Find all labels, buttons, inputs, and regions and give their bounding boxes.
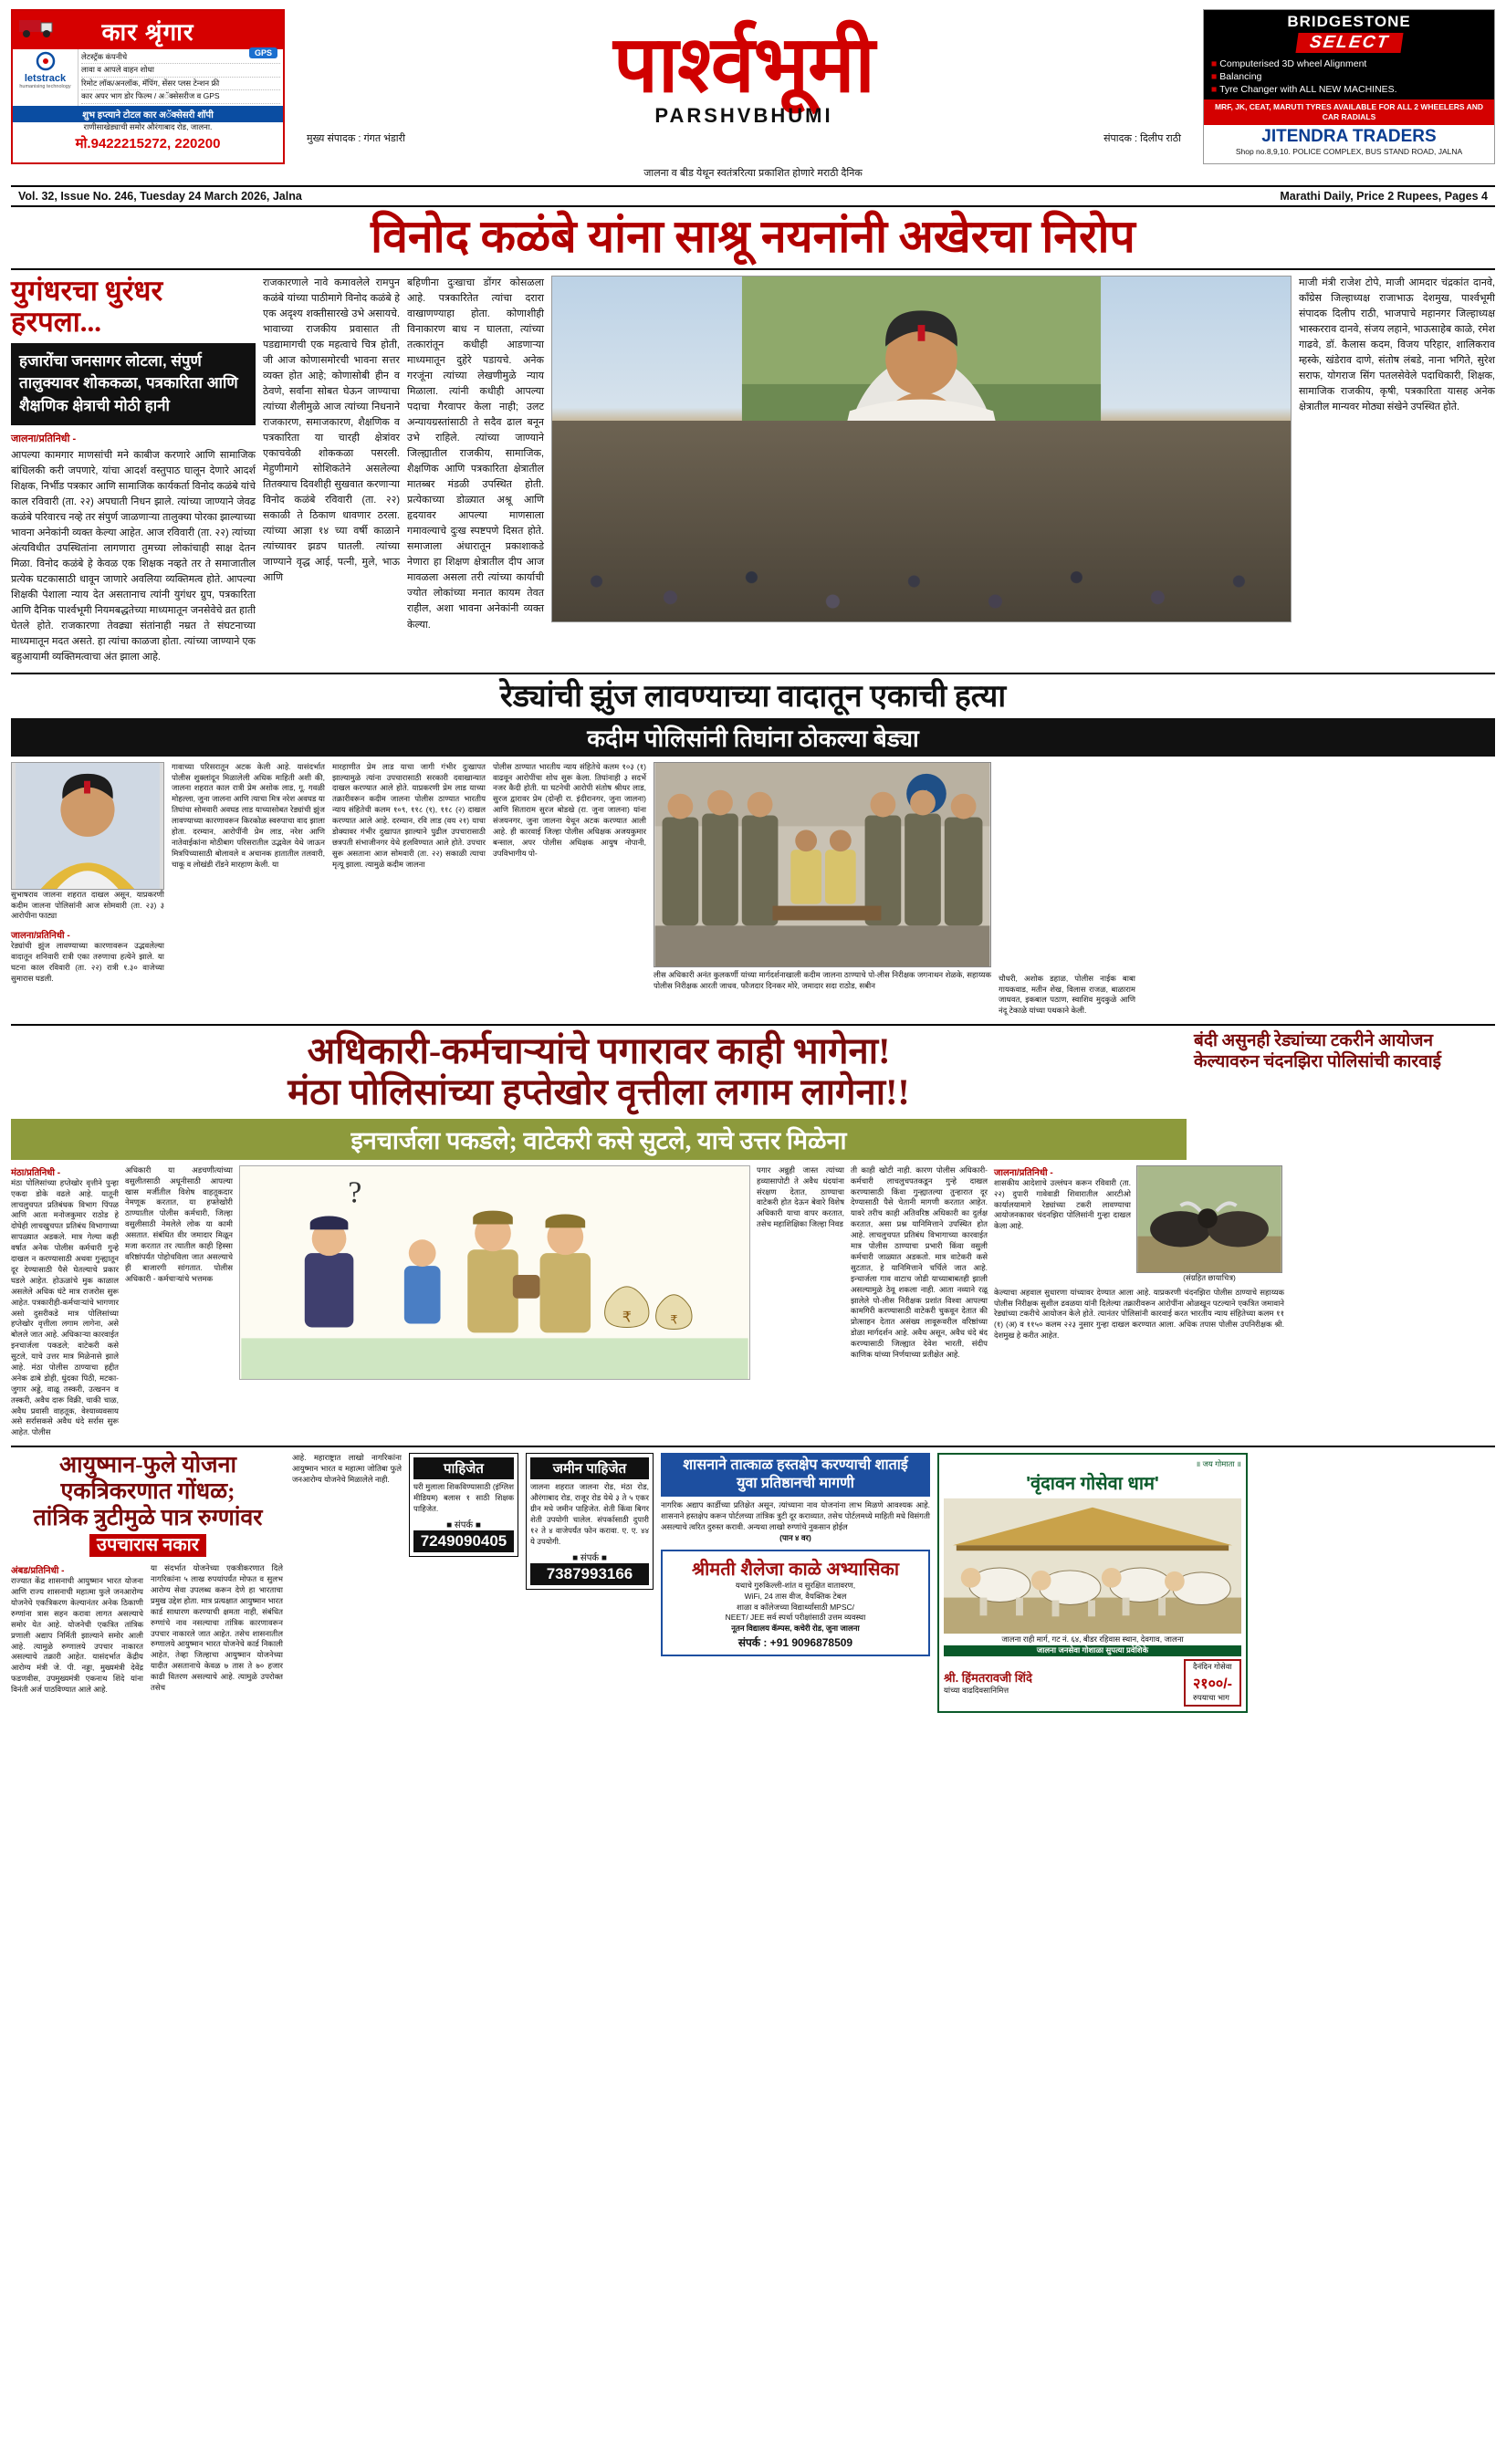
s2-headline: रेड्यांची झुंज लावण्याच्या वादातून एकाची हत्या xyxy=(499,680,1007,715)
goshala-address: जालना राही मार्ग, गट नं. ६४, बीडर रहिवास स्थान, देवगाव, जालना xyxy=(1001,1634,1184,1644)
ad-title: कार श्रृंगार xyxy=(13,11,283,49)
s3-columns xyxy=(11,1165,1495,1438)
feature-3: Tyre Changer with ALL NEW MACHINES. xyxy=(1219,84,1397,95)
goshala-amount-sub: रुपयाचा भाग xyxy=(1192,1692,1229,1702)
dealer-address: Shop no.8,9,10. POLICE COMPLEX, BUS STAND ROAD, JALNA xyxy=(1235,147,1463,157)
goshala-band: जालना जनसेवा गोशाळा सुपत्या प्रवेशिके xyxy=(944,1645,1241,1656)
s3-col1-text: मंठा पोलिसांच्या हप्तेखोर वृत्तीने पुन्हा एकदा डोके वढले आहे. यातूनी लाचलुचपत प्रतिबंधक विभाग पिंपळ आणि आता मनोजकुमार राठोड हे दोघेही लाचखुचपत प्रतिबंध विभागाच्या सापळ्यात अडकले. मात्र गेल्या कही वर्षात अनेक पोलीस कर्मचारी गुन्हे दाखल न करण्यासाठी अथवा गुन्ह्यातून दूर देण्यासाठी पैसे घेतल्याचे प्रकार घडले आहेत. होऊळांचे मुक काळाल असलेले अधिक घंटे मात्र राजरोस सुरू आहेत. पत्रकारीही-कर्मचाऱ्यांचे भागणार असो दुसरीकडे मात्र पोलिसांच्या हप्तेखोर वृत्तीला लगाम लागेना, असे बोलले जात आहे. अधिकाऱ्या कारवाईत इनचार्जला पकडले; वाटेकरी कसे सुटले, याचे उत्तर मात्र मिळेनासे झाले आहे. मंठा पोलीस ठाण्याचा हद्दीत अनेक ढाबे डोही, धुंदका पिठी, मटका-जुगार अड्डे, वाळू तस्करी, उत्खनन व तस्करी, अवैध दारू विक्री, चाकी चाळ, अवैध प्रवासी वाहतूक, वेश्याव्यवसाय असे सर्रासकसे अवैध धंदे सर्रास सुरू आहेत. पोलीस xyxy=(11,1177,119,1437)
s4-center-right xyxy=(661,1453,930,1712)
s4-headline-2 xyxy=(11,1506,285,1559)
study-center-name: श्रीमती शैलेजा काळे अभ्यासिका xyxy=(691,1559,900,1580)
s3-right-head-wrap xyxy=(1194,1031,1495,1073)
classified-1-head: पाहिजेत xyxy=(413,1457,514,1479)
lead-story xyxy=(11,276,1495,666)
classified-1-phone[interactable]: 7249090405 xyxy=(413,1530,514,1552)
letstrack-name: letstrack xyxy=(24,73,67,84)
s2-subhead: कदीम पोलिसांनी तिघांना ठोकल्या बेड्या xyxy=(11,718,1495,757)
s3-green-band: इनचार्जला पकडले; वाटेकरी कसे सुटले, याचे उत्तर मिळेना xyxy=(11,1119,1187,1160)
s2-col-3 xyxy=(332,762,486,1018)
s2-police-photo xyxy=(654,762,991,1018)
ad-bridgestone[interactable] xyxy=(1203,9,1495,164)
s3-col-2 xyxy=(125,1165,233,1438)
police-lineup-photo xyxy=(654,762,991,967)
svg-text:₹: ₹ xyxy=(622,1310,632,1326)
study-center-line-2: WiFi, 24 तास वीज, वैयक्तिक टेबल xyxy=(744,1591,847,1601)
s4-byline: अंबड/प्रतिनिधी - xyxy=(11,1566,65,1577)
product-name: SELECT xyxy=(1295,33,1403,53)
lead-kicker: युगंधरचा धुरंधर हरपला... xyxy=(11,274,163,338)
study-center-address: नूतन विद्यालय कॅम्पस, कचेरी रोड, जुना जालना xyxy=(731,1624,860,1634)
lead-body-b: राजकारणाले नावे कमावलेले रामपुन कळंबे यांच्या पाठीमागे विनोद कळंबे हे एक अदृश्य शक्तीसारखे उभे असायचे. भावाच्या राजकीय प्रवासात ती पडद्यामागची एक महत्वाचे चित्र होती, जी आज कोणासमोरची भावना सत्तर व्यक्त होत आहे; कोणासोबी हीन व ठेवणे, सर्वांना सोबत घेऊन जाण्याचा त्यांच्या शैलीमुळे आज त्यांच्या निधनाने राजकारण, समाजकारण, शैक्षणिक व पत्रकारिता या चारही क्षेत्रांवर एकाचवेळी शोककळा पसरली. मेहुणीमागे सोशिकतेने असलेल्या तितक्याच दिवशीही सुखवात करणाऱ्या विनोद कळंबे रविवारी (ता. २२) सकाळी ते ठिकाण धावणार ठरला. त्यांच्या आज्ञा १४ च्या वर्षी काळाने त्यांच्यावर झडप घातली. त्यांच्या जाण्याने वृद्ध आई, पत्नी, मुले, भाऊ आणि xyxy=(263,277,400,584)
classified-2[interactable] xyxy=(526,1453,654,1712)
s3-col2-text: अधिकारी या अडचणीत्यांच्या वसुलीतसाठी अधूनीसाठी आपल्या खास मर्जीतील विशेष वाहतूकदार नेमणूक करतात, या हफ्तेखोरी ठाण्यातील पोलीस कर्मचारी, जिल्हा वसुलीसाठी नेमलेले लोक या कामी असतात. संबंधित वीर जमादार मिळून मजा करतात तर त्यातील काही हिस्सा वरिष्ठांपर्यंत पोहोचविला जात असल्याचे ही बाजारगी सांगतात. पोलीस अधिकारी - कर्मचाऱ्यांचे भत्तमक xyxy=(125,1164,233,1283)
classified-2-contact-label: ■ संपर्क ■ xyxy=(572,1552,607,1563)
cartoon-illustration xyxy=(240,1166,749,1379)
brand-name: BRIDGESTONE xyxy=(1287,13,1411,30)
s3-col-1 xyxy=(11,1165,119,1438)
feature-2: Balancing xyxy=(1219,71,1262,82)
s3-right-column xyxy=(994,1165,1284,1438)
s2-col-6 xyxy=(999,762,1135,1018)
svg-text:?: ? xyxy=(348,1175,362,1210)
ad-line-1: लेटस्ट्रॅक कंपनीचे xyxy=(81,51,280,64)
ad-car-shringar[interactable] xyxy=(11,9,285,164)
editor: संपादक : दिलीप राठी xyxy=(1103,133,1181,145)
ad-address: राणीसाखेड्याची समोर औरंगाबाद रोड, जालना. xyxy=(83,121,213,131)
s4-headline-1: आयुष्मान-फुले योजना एकत्रिकरणात गोंधळ; xyxy=(59,1453,236,1504)
cow-shed-illustration xyxy=(944,1498,1241,1634)
s2-byline: जालना/प्रतिनिधी - xyxy=(11,931,70,942)
volume-info: Vol. 32, Issue No. 246, Tuesday 24 March 2026, Jalna xyxy=(18,190,302,203)
bridgestone-features: ■ Computerised 3D wheel Alignment ■ Balancing ■ Tyre Changer with ALL NEW MACHINES. xyxy=(1204,54,1494,99)
study-center-line-4: NEET/ JEE सर्व स्पर्धा परीक्षांसाठी उत्तम व्यवस्था xyxy=(725,1613,866,1623)
s2-col3-text: मारहाणीत प्रेम लाड याचा जागी गंभीर दुःखापत झाल्यामुळे त्यांना उपचारासाठी सरकारी दवाखान्यात दाखल करण्यात आले होते. याप्रकरणी प्रेम लाड याच्या तक्रारीवरून कदीम जालना पोलीस ठाण्यात भारतीय न्याय संहितेची कलम १०९, ११८ (१), ११८ (२) दाखल करण्यात आले आहे. दरम्यान, रवि लाड (वय २१) याचा डोक्यावर गंभीर दुखापत झाल्याने पुढील उपचारासाठी छत्रपती संभाजीनगर येथे हलविण्यात आले होते. उपचार सुरू असताना आज सोमवारी (ता. २२) सकाळी त्याचा मृत्यू झाला. त्यामुळे कदीम जालना xyxy=(332,761,486,869)
s3-right-headline: बंदी असुनही रेड्यांच्या टकरीने आयोजन केल्यावरुन चंदनझिरा पोलिसांची कारवाई xyxy=(1194,1031,1441,1072)
lead-body-d: माजी मंत्री राजेश टोपे, माजी आमदार चंद्रकांत दानवे, काँग्रेस जिल्हाध्यक्ष राजाभाऊ देशमुख, पार्श्वभूमी संपादक दिलीप राठी, भाजपाचे महानगर जिल्हाध्यक्ष भास्करराव दानवे, संजय लहाने, भाऊसाहेब काळे, रमेश गाढवे, डॉ. कैलास कदम, विजय परिहार, शालिकराव म्हस्के, खंडेराव दाणे, संतोष लंबडे, नाना भगिते, सुरेश सराफ, योगराज सिंग पतलसेवेले पदाधिकारी, शिक्षक, सामाजिक राजकीय, कृषी, पत्रकारिता यासह अनेक क्षेत्रातील मान्यवर मोठ्या संखेने उपस्थित होते. xyxy=(1299,277,1495,412)
s4-left-col1: राज्यात केंद्र शासनाची आयुष्मान भारत योजना आणि राज्य शासनाची महात्मा फुले जनआरोग्य योजनेचे एकत्रिकरण केल्यानंतर अनेक ठिकाणी रुग्णांना त्रास सहन करावा लागत असल्याचे समोर येत आहे. योजनेची एकत्रित तांत्रिक प्रणाली अद्याप निर्मिती झाल्याने समोर आली आहे. त्यामुळे रुग्णालये उपचार नाकारत असल्याचे तक्रारी आहेत. यासंदर्भात केंद्रीय आरोग्य मंत्री जे. पी. नड्डा, मुख्यमंत्री देवेंद्र फडणवीस, उपमुख्यमंत्री एकनाथ शिंदे यांना विनंती अर्ज पाठविण्यात आले आहे. xyxy=(11,1576,143,1695)
masthead xyxy=(11,9,1495,164)
s2-col2-text: गावाच्या परिसरातून अटक केली आहे. यासंदर्भात पोलीस शुक्लांदून मिळालेली अधिक माहिती अशी की, जालना शहरात काल रात्री प्रेम अशोक लाड, गू. गवळी मोहल्ला, जुना जालना आणि त्याचा मित्र नरेश अवघड या तिघांचा सोमवारी अवघड लाड याच्यासोबत रेड्यांची झुंज लावण्याच्या कारणावरून किरकोळ स्वरुपाचा वाद झाला होता. दरम्यान, आरोपींनी प्रेम लाड, नरेश आणि नातेवाईकांना मोठीबाग परिसरातील उद्भवेल येथे जाऊन मित्रपिच्यासाठी बोलावले व अचानक हातातील तलवारी, चाकू व लोखंडी रॉडने मारहाण केली. या xyxy=(172,761,325,869)
letstrack-icon xyxy=(27,51,64,71)
bridgestone-header xyxy=(1204,10,1494,54)
lead-col-a xyxy=(11,276,256,666)
demand-line-2: युवा प्रतिष्ठानची मागणी xyxy=(737,1476,854,1492)
s2-col-1 xyxy=(11,762,164,1018)
classified-1-body: घरी मुलाला शिकविण्यासाठी (इंग्लिश मीडियम) बलास १ साठी शिक्षक पाहिजेत. xyxy=(413,1482,514,1513)
s4-left-col3: आहे. महाराष्ट्रात लाखो नागरिकांना आयुष्मान भारत व महात्मा जोतिबा फुले जनआरोग्य योजनेचे मिळालेले नाही. xyxy=(292,1453,402,1484)
svg-text:₹: ₹ xyxy=(670,1312,678,1327)
s3-photo-caption: (संग्रहित छायाचित्र) xyxy=(1183,1272,1236,1282)
s2-col5-text: लीस अधिकारी अनंत कुलकर्णी यांच्या मार्गदर्शनाखाली कदीम जालना ठाण्याचे पो-लीस निरीक्षक जगनाथन शेळके, सहाय्यक पोलीस निरीक्षक आरती जाधव, फौजदार दिनकर मोरे, जमादार सदा राठोड, सबीन xyxy=(654,969,991,990)
goshala-person-sub: यांच्या वाढदिवसानिमित्त xyxy=(944,1685,1009,1695)
victim-portrait-icon xyxy=(12,763,163,889)
ad-goshala[interactable] xyxy=(937,1453,1248,1712)
s2-photo-caption: सुभाषराव जालना शहरात दाखल असून, याप्रकरणी कदीम जालना पोलिसांनी आज सोमवारी (ता. २३) ३ आरोपीना फाट्या xyxy=(11,889,164,921)
page-title: पार्श्वभूमी xyxy=(613,20,874,109)
s2-col-4 xyxy=(493,762,646,1018)
ad-line-3: रिमोट लॉक/अनलॉक, मॅपिंग, सेंसर प्लस टेन्शन फ्री xyxy=(81,78,280,90)
dealer-name: JITENDRA TRADERS xyxy=(1261,127,1437,147)
s3-headline-2: मंठा पोलिसांच्या हप्तेखोर वृत्तीला लगाम लागेना!! xyxy=(288,1071,910,1113)
letstrack-tagline: humanising technology xyxy=(19,84,71,89)
victim-photo xyxy=(11,762,164,890)
lead-highlight-box: हजारोंचा जनसागर लोटला, संपुर्ण तालुक्यावर शोककळा, पत्रकारिता आणि शैक्षणिक क्षेत्राची मोठी हानी xyxy=(11,343,256,425)
classified-2-body: जालना शहरात जालना रोड, मंठा रोड, औरंगाबाद रोड, राजूर रोड येथे ३ ते ५ एकर ग्रीन मधे जमीन पाहिजेत. शेती किंवा बिगर शेती उपयोगी चालेल. संपर्कासाठी दुपारी १२ ते ४ वाजेपर्यंत फोन करावा. ए. ए. ४४ ये उपयोगी. xyxy=(530,1482,649,1546)
study-center-contact[interactable]: संपर्क : +91 9096878509 xyxy=(737,1636,853,1650)
classified-2-head: जमीन पाहिजेत xyxy=(530,1457,649,1479)
truck-icon xyxy=(18,15,60,38)
ad-line-4: कार अपर भाग डोर फिल्म / अॅक्सेसरीज व GPS xyxy=(81,90,280,103)
s3-byline: मंठा/प्रतिनिधी - xyxy=(11,1167,61,1178)
goshala-amount: २१००/- xyxy=(1192,1676,1232,1692)
tagline: जालना व बीड येथून स्वतंत्ररित्या प्रकाशित होणारे मराठी दैनिक xyxy=(643,168,863,179)
goshala-person: श्री. हिंमतरावजी शिंदे xyxy=(944,1670,1032,1685)
gps-badge: GPS xyxy=(249,47,277,58)
s3-right-byline: जालना/प्रतिनिधी - xyxy=(994,1167,1053,1178)
buffalo-fight-illustration xyxy=(1137,1166,1281,1272)
classified-2-phone[interactable]: 7387993166 xyxy=(530,1563,649,1585)
lead-photo-portrait xyxy=(551,276,1292,622)
ad-phone[interactable]: मो.9422215272, 220200 xyxy=(75,135,221,151)
s3-right-col1: शासकीय आदेशाचे उल्लंघन करून रविवारी (ता. २२) दुपारी गावेवाडी शिवारातील आरटीओ कार्यालयामागे रेड्यांच्या टकरी लावण्याचा आयोजनकावर चंदनझिरा पोलिसांनी गुन्हा दाखल केला आहे. xyxy=(994,1177,1131,1231)
page-title-roman: PARSHVBHUMI xyxy=(654,104,833,128)
classified-1[interactable] xyxy=(409,1453,518,1712)
s2-col1-text: रेड्यांची झुंज लावण्याच्या कारणावरून उद्भवलेल्या वादातून शनिवारी रात्री एका तरुणाचा हत्येने झाले. या घटना काल रविवारी (ता. २२) रात्री १.३० वाजेच्या सुमारास घडली. xyxy=(11,941,164,983)
goshala-photo xyxy=(944,1498,1241,1634)
section-police-bribery xyxy=(11,1024,1495,1438)
page-ref: (पान ४ वर) xyxy=(779,1532,811,1542)
s3-cartoon xyxy=(239,1165,750,1380)
lead-col-b xyxy=(263,276,400,666)
section-murder-story xyxy=(11,673,1495,1017)
lead-byline: जालना/प्रतिनिधी - xyxy=(11,433,77,444)
lead-headline: विनोद कळंबे यांना साश्रू नयनांनी अखेरचा निरोप xyxy=(11,207,1495,270)
study-center-line-1: यथाचे गुरुकिल्ली-शांत व सुरक्षित वातावरण, xyxy=(735,1580,856,1590)
price-info: Marathi Daily, Price 2 Rupees, Pages 4 xyxy=(1280,190,1488,203)
study-center-line-3: शाळा व कॉलेजच्या विद्यार्थ्यांसाठी MPSC/ xyxy=(736,1602,855,1612)
lead-col-c xyxy=(407,276,544,666)
lead-col-d xyxy=(1299,276,1495,666)
s2-col4-text: पोलीस ठाण्यात भारतीय न्याय संहितेचे कलम १०३ (१) वाढवून आरोपींचा शोध सुरू केला. तिघांनाही ३ सदर्भे नजर कैदी होती. या घटनेची आरोपी संतोष श्रीधर लाड, सुरज द्वारावर प्रेम (दोन्ही रा. इंदीरानगर, जुना जालना) आणि सिताराम सुरज बोडखे (रा. जुना जालना) यांना संजयनगर, जुना जालना येथून अटक करण्यात आली आहे. ही कारवाई जिल्हा पोलीस अधिक्षक अजयकुमार बन्साल, अपर पोलीस अधिक्षक आयुष नोपानी, उपविभागीय पो- xyxy=(493,761,646,858)
s3-right-col2: केल्याचा अहवाल सुधारणा यांच्यावर देण्यात आला आहे. याप्रकरणी चंदनझिरा पोलीस ठाण्याचे सहाय्यक पोलीस निरीक्षक सुशील ढवळया यांनी दिलेल्या तक्रारीवरून आरोपींना ओळखून पटल्याने एकत्रित जमावाने रेड्यांच्या टकरीचे आयोजन केले होते. त्यानंतर पोलिसांनी कारवाई करत भारतीय न्याय संहितेच्या कलम ११ (१) (अ) व ११५० कलम २२३ नुसार गुन्हा दाखल करण्यात आला. अधिक तपास पोलीस उपनिरीक्षक श्री. देशमुख हे करीत आहेत. xyxy=(994,1287,1284,1341)
buffalo-photo xyxy=(1136,1165,1282,1273)
demand-band xyxy=(661,1453,930,1497)
demand-line-1: शासनाने तात्काळ हस्तक्षेप करण्याची शाताई xyxy=(683,1457,908,1474)
tyre-note: MRF, JK, CEAT, MARUTI TYRES AVAILABLE FOR ALL 2 WHEELERS AND CAR RADIALS xyxy=(1204,99,1494,125)
letstrack-logo xyxy=(13,49,78,106)
s4-red-tag: उपचारास नकार xyxy=(89,1534,206,1557)
goshala-title: 'वृंदावन गोसेवा धाम' xyxy=(1026,1474,1159,1495)
lead-body-a: आपल्या कामगार माणसांची मने काबीज करणारे आणि सामाजिक बांधिलकी करी जपणारे, यांचा आदर्श वस्तुपाठ घालून देणारे आदर्श शिक्षक, निर्भीड पत्रकार आणि सामाजिक कार्यकर्ता विनोद कळंबे यांचे काल रविवारी (ता. २२) अपघाती निधन झाले. त्यांच्या जाण्याने जेवढ कळंबे परिवारच नव्हे तर संपुर्ण जाळणाऱ्या तालुक्या पोरका झाल्याच्या भावना अनेकांनी व्यक्त केल्या आहेत. आज रविवारी (ता. २२) त्यांच्या अंत्यविधीत उपस्थितांना लागणारा तुमच्या लोकांचाही साक्ष देतन मिळा. विनोद कळंबे हे केवळ एक शिक्षक नव्हते तर ते समाजातील प्रत्येक घटकासाठी धावून जाणारे अवलिया व्यक्तिमत्व होते. आपल्या शिक्षकी पेशाला न्याय देत असतानाच त्यांनी युगंधर ग्रुप, पत्रकारिता आणि दैनिक पार्श्वभूमी नियमबद्धतेच्या माध्यमातून जनसेवेचे व्रत हाती घेतले होते. राजकारणा तेवढ्या संतांनाही नम्रत ते संघटनाच्या माध्यमातून मदत असते. हा त्यांचा काळजा होता. त्यांच्या जाण्याने एक बहुआयामी व्यक्तिमत्वाचा अंत झाला आहे. xyxy=(11,449,256,663)
lead-body-c: बहिणीना दुःखाचा डोंगर कोसळला आहे. पत्रकारितेत त्यांचा दरारा वाखाणण्याहा होता. कोणाशीही विनाकारण बाध न घालता, त्यांच्या तत्कारांतून कधीही आडणाऱ्या माध्यमातून दुहेरे पडायचे. अनेक गरजूंना त्यांच्या लेखणीमुळे न्याय मिळाला. त्यांनी कधीही आपल्या पदाचा गैरवापर केला नाही; उलट अन्यायग्रस्तांसाठी ते सदैव ढाल बनून उभे राहिले. त्यांच्या जाण्याने जिल्ह्यातील राजकीय, सामाजिक, शैक्षणिक आणि पत्रकारिता क्षेत्रातील मातब्बर मंडळी उपस्थित होती. प्रत्येकाच्या डोळ्यात अश्रू आणि हृदयावर आपल्या माणसाला गमावल्याचे दुःख स्पष्टपणे दिसत होते. समाजाला अंधारातून प्रकाशाकडे नेणारा हा शिक्षण क्षेत्रातील दीप आज मावळला असला तरी त्यांच्या कार्याची ज्योत लोकांच्या मनात कायम तेवत राहील, अशा भावना अनेकांनी व्यक्त केल्या. xyxy=(407,277,544,631)
s4-left-col2: या संदर्भात योजनेच्या एकत्रीकरणात दिले नागरिकांना ५ लाख रुपयांपर्यंत मोफत व सुलभ आरोग्य सेवा उपलब्ध करून देणे हा भारताचा प्रमुख उद्देश होता. मात्र प्रत्यक्षात आयुष्मान भारत कार्ड साधारण करण्याची क्षमता नाही, संबंधित रुग्णांचे नाव नसल्याचा तांत्रिक कारणावरून उपचार नाकारले जात आहेत. तसेच शासनातील रुग्णालये आयुष्मान भारत योजनेचे कार्ड निकाली आहेत, तेव्हा जिल्हाचा आयुष्मान योजनेच्या यादीत असतानाचे केवळ ७ तास ते ७० हजार काढी वितरण असल्याचे आहे. त्यामुळे उपरोक्त तसेच xyxy=(151,1563,283,1692)
s3-col-5 xyxy=(851,1165,988,1438)
demand-body: नागरिक अद्याप कार्डीच्या प्रतिक्षेत असून, त्यांच्याना नाव योजनांना लाभ मिळणे आवश्यक आहे. शासनाने हस्तक्षेप करून पोर्टलच्या तांत्रिक त्रुटी दूर कराव्यात, तसेच पोर्टलमध्ये माहिती मधे विसंगती असल्याचे त्वरित दुरुस्त करावी. अन्यथा लाखो रुग्णांचे नुकसान होईल xyxy=(661,1500,930,1531)
chief-editor: मुख्य संपादक : गंगत भंडारी xyxy=(307,133,405,145)
feature-1: Computerised 3D wheel Alignment xyxy=(1219,58,1367,69)
s4-headline-2-text: तांत्रिक त्रुटीमुळे पात्र रुग्णांवर xyxy=(33,1505,263,1530)
section-ayushman xyxy=(11,1446,1495,1712)
volume-bar xyxy=(11,185,1495,207)
ad-study-center[interactable] xyxy=(661,1550,930,1656)
goshala-top-line: ॥ जय गोमाता ॥ xyxy=(1196,1459,1241,1469)
s4-col3 xyxy=(292,1453,402,1712)
masthead-center xyxy=(290,9,1197,164)
s3-col4-text: पगार अन्नुही जास्त त्यांच्या हव्यासापोटी ते अवैध धंदयांना संरक्षण देतात, ठाण्याचा वाटेकरी होत देऊन बेवारे विशेष अधिकारी याचा वापर करतात, तसेच महाशिक्षिका जिल्हा निवड xyxy=(757,1164,844,1229)
s2-col6-text: चौधरी, अशोक डहाळ, पोलीस नाईक बाबा गायकवाड, मतीन शेख, विलास राजळ, बाळाराम जाधवत, इकबाल पठाण, स्वाशिव मुदकुळे आणि नंदू टेकाळे यांच्या पथकाने केली. xyxy=(999,973,1135,1016)
s2-col-2 xyxy=(172,762,325,1018)
s3-col-4 xyxy=(757,1165,844,1438)
police-lineup-illustration xyxy=(654,763,990,966)
ad-band: शुभ हप्त्याने टोटल कार अॅक्सेसरी शॉपी xyxy=(13,106,283,122)
classified-1-contact-label: ■ संपर्क ■ xyxy=(446,1519,481,1530)
s2-columns xyxy=(11,762,1495,1018)
s3-headline-1: अधिकारी-कर्मचाऱ्यांचे पगारावर काही भागेना! xyxy=(307,1030,891,1072)
ad-line-2: लावा व आपले वाहन शोधा xyxy=(81,64,280,77)
goshala-badge-label: दैनंदिन गोसेवा xyxy=(1192,1661,1232,1671)
s3-col5-text: ती काही खोटी नाही. कारण पोलीस अधिकारी-कर्मचारी लाचलुचपतकडून गुन्हे दाखल करण्यासाठी किंवा गुन्ह्यातल्या तुन्हारात दूर देण्यासाठी पैसे चेतानी मागणी करतात आहेत. यावरे तरीच काही अतिवरिष्ठ अधिकारी का दुर्लक्ष करतात, असा प्रश्न यानिमित्ताने उपस्थित होत आहे. लाचलुचपत प्रतिबंध विभागाच्या कारवाईत मात्र पोलीस ठाण्याचा प्रभारी किंवा वसुली कर्मचारी जाळ्यात अडकतो. मात्र वाटेकरी कसे सुटतात, हे यानिमित्ताने चर्चिले जात आहे. इन्चार्जला गाव वाटाच जोडी याच्याबाबतही झाली असल्यामुळे ठेवू शकला नाही. आता नव्याने रळू झालेले पो-लीस निरीक्षक प्रशांत विश्वा आपल्या कामगिरी करण्यासाठी वाटेकरी चुकवून देतात की प्रोत्साहन देतात असंख्य लावूरूवरील वरिष्ठांच्या डोळा मार्गदर्शन आहे. अवैध असून, अवैध धंदे बंद करण्यासाठी जिल्ह्यात देवेश भारती, संदीप काणिक यांच्या निर्णयाच्या प्रतीक्षेत आहे. xyxy=(851,1164,988,1359)
s4-left xyxy=(11,1453,285,1712)
